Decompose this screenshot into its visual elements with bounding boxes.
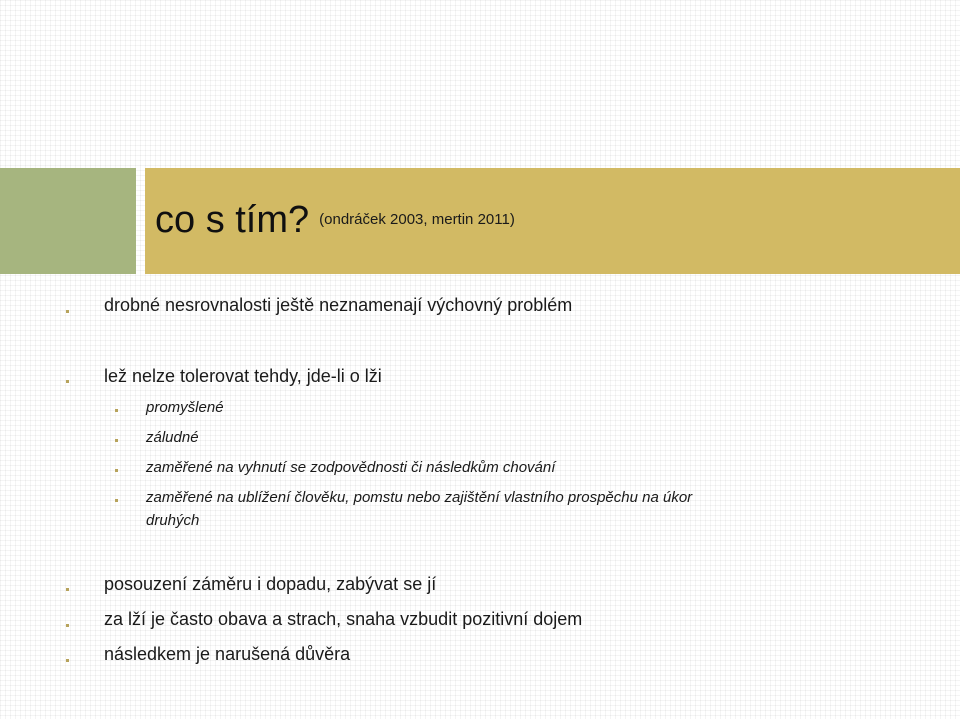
bullet-icon <box>115 469 118 472</box>
slide-title-source: (ondráček 2003, mertin 2011) <box>319 211 515 228</box>
bullet-icon <box>66 310 69 313</box>
sub-point: zaměřené na vyhnutí se zodpovědnosti či následkům chování <box>146 459 556 476</box>
slide-title-main: co s tím? <box>155 199 310 241</box>
bullet-icon <box>66 588 69 591</box>
bullet-icon <box>115 439 118 442</box>
bullet-point: následkem je narušená důvěra <box>104 644 351 664</box>
bullet-icon <box>115 499 118 502</box>
bullet-icon <box>66 659 69 662</box>
bullet-point: lež nelze tolerovat tehdy, jde-li o lži <box>104 366 382 386</box>
bullet-icon <box>115 409 118 412</box>
bullet-icon <box>66 380 69 383</box>
sub-point: promyšlené <box>146 399 224 416</box>
slide-title <box>155 199 515 242</box>
sub-point: záludné <box>146 429 199 446</box>
sub-point-continuation: druhých <box>146 512 200 529</box>
bullet-point: za lží je často obava a strach, snaha vzbudit pozitivní dojem <box>104 609 583 629</box>
sub-point: zaměřené na ublížení člověku, pomstu nebo zajištění vlastního prospěchu na úkor <box>146 489 693 506</box>
accent-block <box>0 168 136 274</box>
bullet-point: drobné nesrovnalosti ještě neznamenají výchovný problém <box>104 295 573 315</box>
bullet-point: posouzení záměru i dopadu, zabývat se jí <box>104 574 437 594</box>
bullet-icon <box>66 624 69 627</box>
